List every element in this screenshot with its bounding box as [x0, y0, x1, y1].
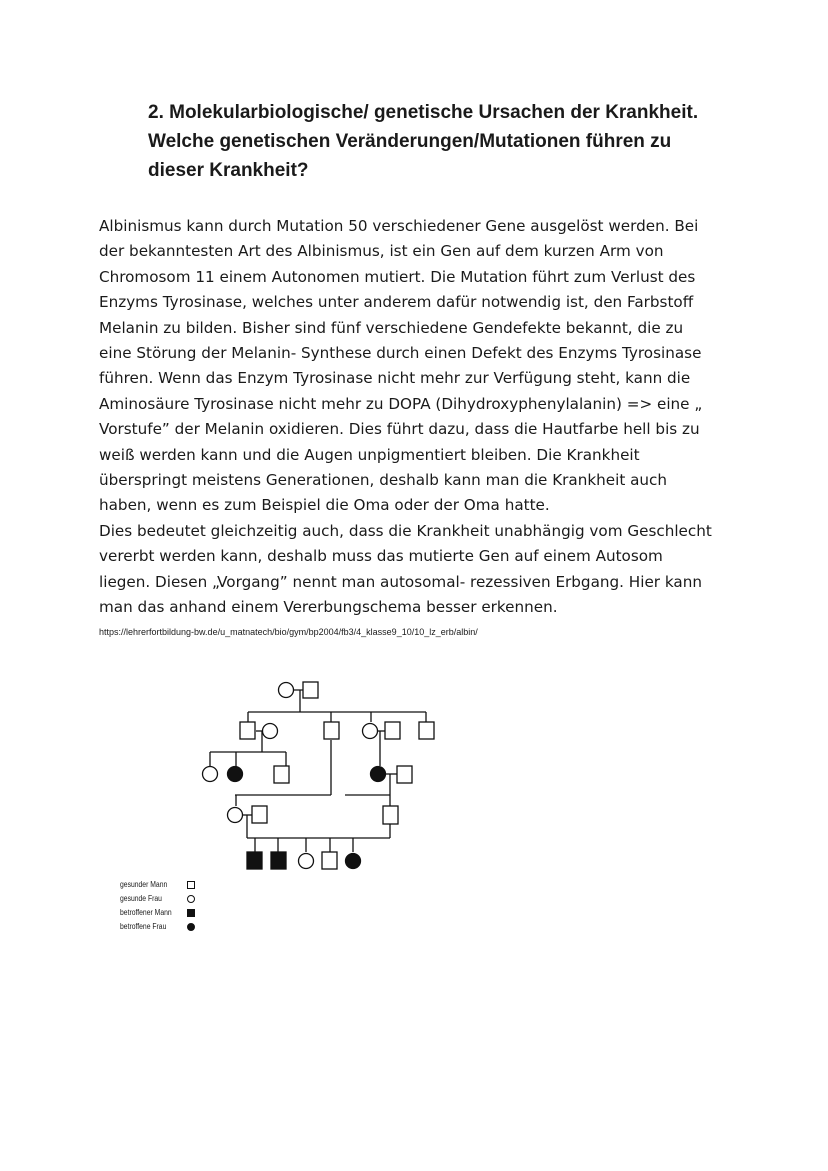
body-line: Aminosäure Tyrosinase nicht mehr zu DOPA (Dihydroxyphenylalanin) => eine „	[99, 394, 703, 413]
body-line: Melanin zu bilden. Bisher sind fünf verschiedene Gendefekte bekannt, die zu	[99, 318, 684, 337]
body-line: liegen. Diesen „Vorgang” nennt man autosomal- rezessiven Erbgang. Hier kann	[99, 572, 702, 591]
pedigree-legend	[120, 880, 210, 936]
square-icon	[187, 881, 195, 889]
pedigree-healthy-male	[385, 722, 400, 739]
source-link[interactable]: https://lehrerfortbildung-bw.de/u_matnatech/bio/gym/bp2004/fb3/4_klasse9_10/10_lz_erb/albin/	[99, 627, 478, 637]
pedigree-healthy-male	[419, 722, 434, 739]
pedigree-healthy-female	[203, 767, 218, 782]
circle-icon	[187, 895, 195, 903]
body-line: Chromosom 11 einem Autonomen mutiert. Die Mutation führt zum Verlust des	[99, 267, 696, 286]
pedigree-affected-female	[371, 767, 386, 782]
body-line: eine Störung der Melanin- Synthese durch einen Defekt des Enzyms Tyrosinase	[99, 344, 702, 363]
pedigree-healthy-female	[299, 854, 314, 869]
legend-label: betroffene Frau	[120, 922, 167, 931]
legend-item	[120, 922, 210, 936]
body-line: der bekanntesten Art des Albinismus, ist ein Gen auf dem kurzen Arm von	[99, 242, 664, 261]
body-line: Enzyms Tyrosinase, welches unter anderem dafür notwendig ist, den Farbstoff	[99, 293, 694, 312]
heading-line: dieser Krankheit?	[148, 160, 309, 181]
pedigree-healthy-male	[274, 766, 289, 783]
pedigree-affected-female	[346, 854, 361, 869]
body-line: Dies bedeutet gleichzeitig auch, dass die Krankheit unabhängig vom Geschlecht	[99, 521, 712, 540]
legend-label: betroffener Mann	[120, 908, 172, 917]
body-line: weiß werden kann und die Augen unpigmentiert bleiben. Die Krankheit	[99, 445, 640, 464]
body-line: haben, wenn es zum Beispiel die Oma oder der Oma hatte.	[99, 496, 550, 515]
legend-label: gesunder Mann	[120, 880, 168, 889]
pedigree-healthy-male	[303, 682, 318, 698]
legend-item	[120, 880, 210, 894]
heading-line: Welche genetischen Veränderungen/Mutationen führen zu	[148, 131, 672, 152]
legend-item	[120, 894, 210, 908]
pedigree-affected-male	[247, 852, 262, 869]
body-line: Vorstufe” der Melanin oxidieren. Dies führt dazu, dass die Hautfarbe hell bis zu	[99, 420, 700, 439]
body-line: überspringt meistens Generationen, deshalb kann man die Krankheit auch	[99, 471, 668, 490]
pedigree-affected-male	[271, 852, 286, 869]
pedigree-healthy-male	[324, 722, 339, 739]
pedigree-healthy-male	[322, 852, 337, 869]
legend-label: gesunde Frau	[120, 894, 162, 903]
pedigree-healthy-female	[228, 808, 243, 823]
pedigree-healthy-female	[279, 683, 294, 698]
body-line: vererbt werden kann, deshalb muss das mutierte Gen auf einem Autosom	[99, 547, 663, 566]
legend-item	[120, 908, 210, 922]
pedigree-healthy-female	[263, 724, 278, 739]
filled-circle-icon	[187, 923, 195, 931]
filled-square-icon	[187, 909, 195, 917]
pedigree-healthy-female	[363, 724, 378, 739]
heading-line: 2. Molekularbiologische/ genetische Ursachen der Krankheit.	[148, 102, 699, 123]
body-line: führen. Wenn das Enzym Tyrosinase nicht mehr zur Verfügung steht, kann die	[99, 369, 691, 388]
pedigree-healthy-male	[240, 722, 255, 739]
pedigree-healthy-male	[252, 806, 267, 823]
pedigree-affected-female	[228, 767, 243, 782]
pedigree-healthy-male	[397, 766, 412, 783]
body-line: man das anhand einem Vererbungschema besser erkennen.	[99, 598, 558, 617]
pedigree-healthy-male	[383, 806, 398, 824]
body-line: Albinismus kann durch Mutation 50 verschiedener Gene ausgelöst werden. Bei	[99, 217, 699, 235]
